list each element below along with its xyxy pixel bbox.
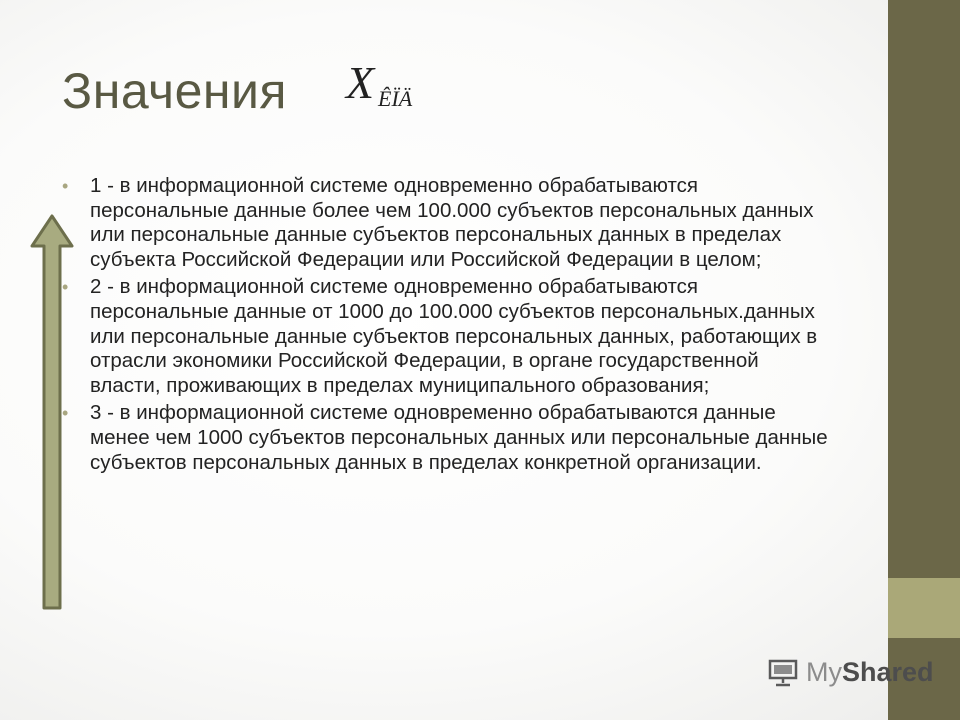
list-item — [60, 401, 830, 475]
bullet: • — [62, 403, 69, 424]
list-item-text: 2 - в информационной системе одновременно обрабатываются персональные данные от 1000 до 100.000 субъектов персональных.данных или персональные данные субъектов персональных данных, работающих в отрасли экономики Российской Федерации, в органе государственной власти, проживающих в пределах муниципального образования; — [90, 275, 818, 397]
list-item-text: 3 - в информационной системе одновременно обрабатываются данные менее чем 1000 субъектов персональных данных или персональные данные субъектов персональных данных в пределах конкретной организации. — [90, 401, 828, 474]
formula-subscript: ÊÏÄ — [378, 86, 413, 111]
level-list — [60, 174, 830, 478]
watermark-text — [806, 657, 934, 688]
formula-symbol: X — [346, 57, 375, 108]
side-decoration — [888, 0, 960, 720]
watermark-prefix: My — [806, 657, 842, 687]
watermark-logo — [768, 654, 934, 694]
list-item — [60, 174, 830, 272]
sidebar-accent-block — [888, 578, 960, 638]
watermark-bold: Shared — [842, 657, 934, 687]
formula — [346, 56, 446, 116]
bullet: • — [62, 176, 69, 196]
list-item-text: 1 - в информационной системе одновременно обрабатываются персональные данные более чем 100.000 субъектов персональных данных или персональные данные субъектов персональных данных в пределах субъекта Российской Федерации или Российской Федерации в целом; — [90, 174, 814, 271]
presentation-screen-icon — [768, 658, 798, 688]
sidebar-dark-block — [888, 0, 960, 578]
bullet: • — [62, 277, 69, 298]
slide-title: Значения — [62, 63, 287, 119]
list-item — [60, 275, 830, 398]
